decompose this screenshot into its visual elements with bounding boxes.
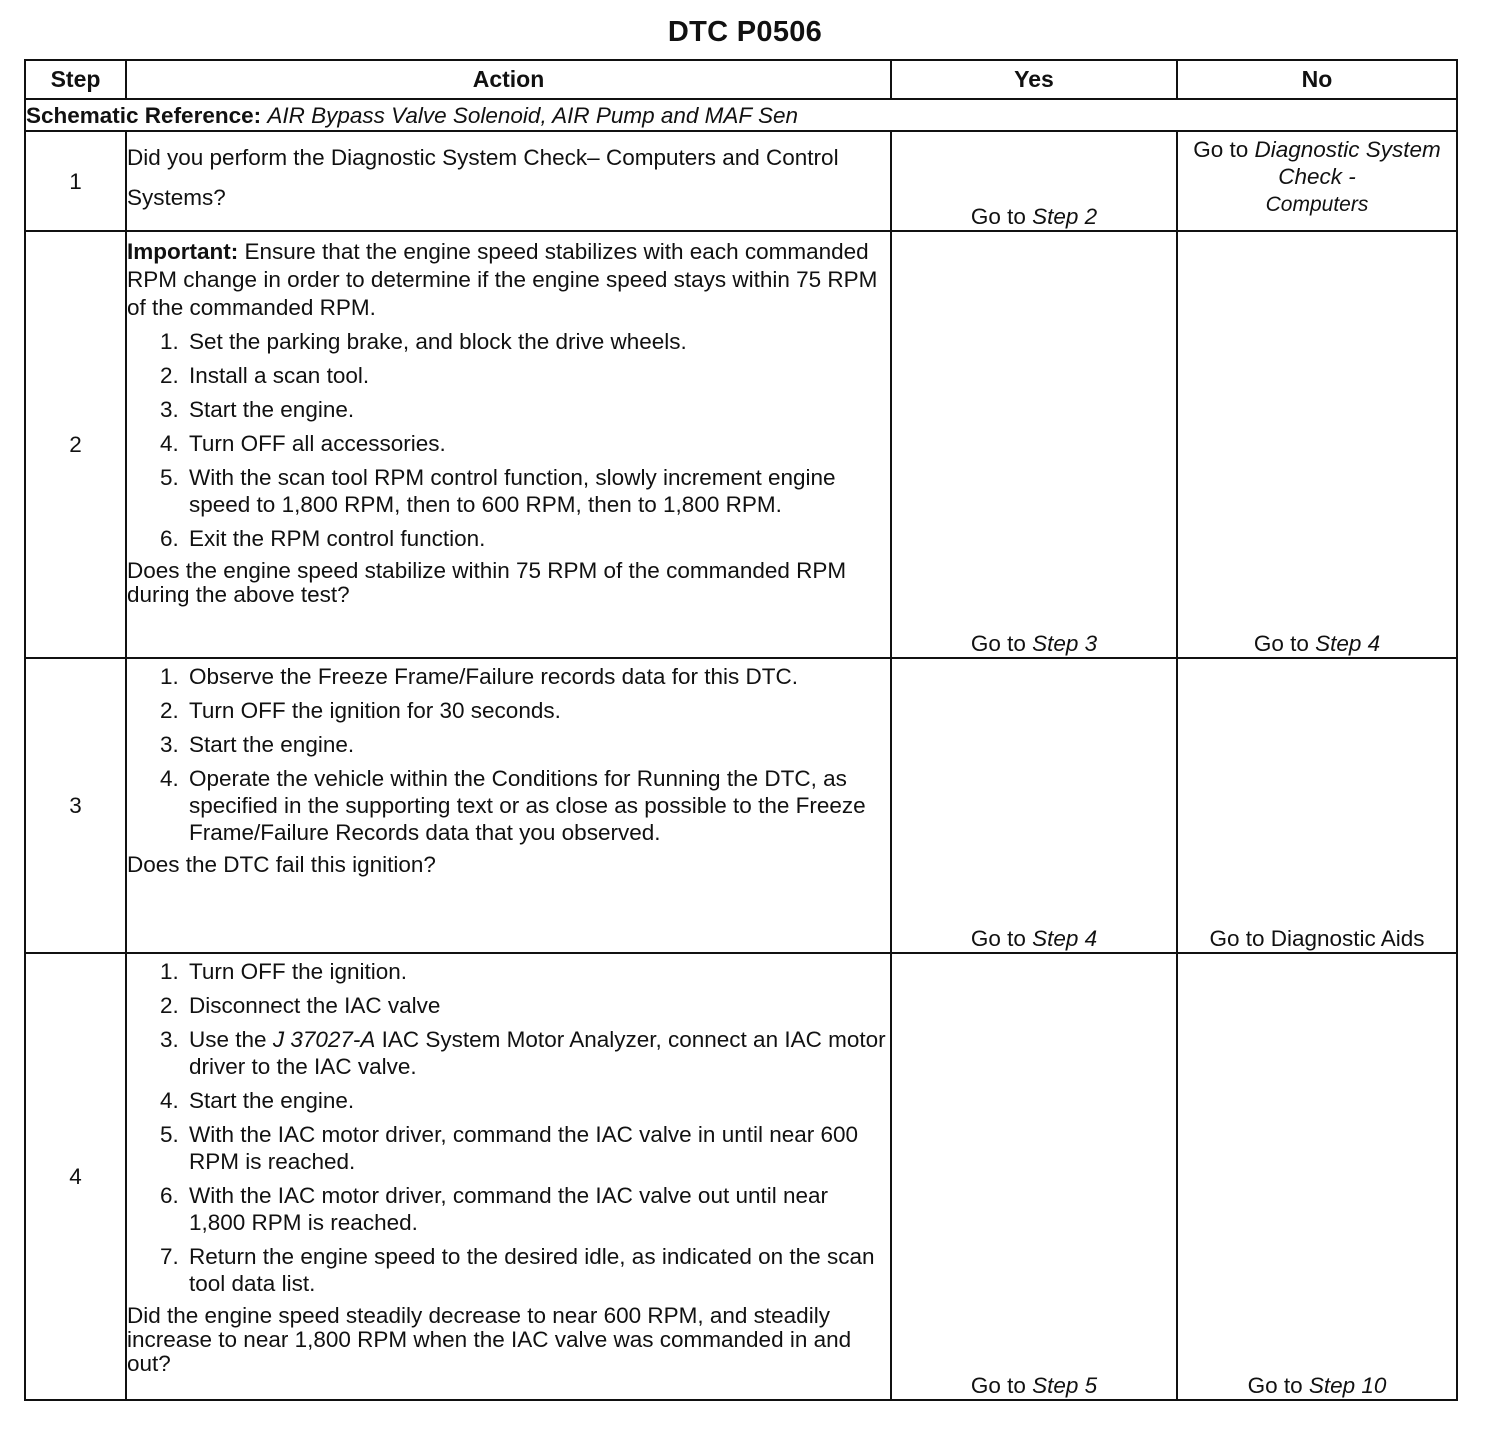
yes-link[interactable]: Step 5 [1032, 1373, 1098, 1398]
list-item [185, 1026, 890, 1080]
list-item: 1. Set the parking brake, and block the drive wheels. [185, 328, 890, 355]
list-item: 4. Turn OFF all accessories. [185, 430, 890, 457]
important-note [127, 238, 890, 322]
table-row [25, 953, 1457, 1400]
table-row [25, 131, 1457, 231]
action-cell [126, 131, 891, 231]
no-link-continued[interactable]: Computers [1265, 193, 1369, 216]
list-item: 1. Turn OFF the ignition. [185, 958, 890, 985]
no-link[interactable]: Diagnostic System Check - [1254, 137, 1441, 189]
no-cell [1177, 658, 1457, 953]
yes-prefix: Go to [970, 926, 1026, 951]
list-item: 5. With the scan tool RPM control function, slowly increment engine speed to 1,800 RPM, then to 600 RPM, then to 1,800 RPM. [185, 464, 890, 518]
list-item: 3. Start the engine. [185, 731, 890, 758]
schematic-row [25, 99, 1457, 131]
yes-prefix: Go to [970, 631, 1026, 656]
instruction-list [127, 328, 890, 552]
action-cell [126, 231, 891, 658]
list-item-text: Use the [189, 1027, 267, 1052]
yes-link[interactable]: Step 3 [1032, 631, 1098, 656]
header-yes: Yes [891, 60, 1177, 99]
list-item: 2. Turn OFF the ignition for 30 seconds. [185, 697, 890, 724]
no-cell [1177, 231, 1457, 658]
list-item: 2. Disconnect the IAC valve [185, 992, 890, 1019]
no-prefix: Go to [1193, 137, 1249, 162]
list-item: 4. Operate the vehicle within the Conditions for Running the DTC, as specified in the supporting text or as close as possible to the Freeze Frame/Failure Records data that you observed. [185, 765, 890, 846]
no-link[interactable]: Step 4 [1315, 631, 1381, 656]
no-cell [1177, 953, 1457, 1400]
important-text: Ensure that the engine speed stabilizes with each commanded RPM change in order to determine if the engine speed stays within 75 RPM of the commanded RPM. [127, 239, 878, 320]
step-question: Did you perform the Diagnostic System Check– Computers and Control Systems? [127, 145, 839, 210]
step-question: Does the engine speed stabilize within 75 RPM of the commanded RPM during the above test? [127, 558, 847, 607]
step-number: 4 [25, 953, 126, 1400]
schematic-reference [25, 99, 1457, 131]
header-row [25, 60, 1457, 99]
instruction-list [127, 663, 890, 846]
no-prefix: Go to [1253, 631, 1309, 656]
step-number: 2 [25, 231, 126, 658]
yes-prefix: Go to [970, 1373, 1026, 1398]
yes-cell [891, 231, 1177, 658]
page-title: DTC P0506 [667, 16, 823, 48]
yes-link[interactable]: Step 4 [1032, 926, 1098, 951]
instruction-list [127, 958, 890, 1297]
list-item: 1. Observe the Freeze Frame/Failure records data for this DTC. [185, 663, 890, 690]
no-cell [1177, 131, 1457, 231]
action-cell [126, 658, 891, 953]
table-row [25, 658, 1457, 953]
diagnostic-table [24, 59, 1458, 1401]
schematic-value: AIR Bypass Valve Solenoid, AIR Pump and MAF Sen [267, 102, 799, 128]
header-step: Step [25, 60, 126, 99]
yes-cell [891, 131, 1177, 231]
list-item: 5. With the IAC motor driver, command the IAC valve in until near 600 RPM is reached. [185, 1121, 890, 1175]
important-label: Important: [127, 239, 239, 264]
list-item: 7. Return the engine speed to the desired idle, as indicated on the scan tool data list. [185, 1243, 890, 1297]
header-no: No [1177, 60, 1457, 99]
no-prefix: Go to [1247, 1373, 1303, 1398]
list-item: 3. Start the engine. [185, 396, 890, 423]
yes-cell [891, 953, 1177, 1400]
list-item-text: IAC System Motor Analyzer, connect an IAC motor driver to the IAC valve. [189, 1027, 886, 1079]
list-item: 6. With the IAC motor driver, command the IAC valve out until near 1,800 RPM is reached. [185, 1182, 890, 1236]
step-number: 1 [25, 131, 126, 231]
yes-cell [891, 658, 1177, 953]
step-number: 3 [25, 658, 126, 953]
list-item: 2. Install a scan tool. [185, 362, 890, 389]
action-cell [126, 953, 891, 1400]
tool-reference: J 37027-A [272, 1027, 376, 1052]
step-question: Did the engine speed steadily decrease to near 600 RPM, and steadily increase to near 1,800 RPM when the IAC valve was commanded in and out? [127, 1303, 852, 1376]
no-link[interactable]: Go to Diagnostic Aids [1209, 926, 1425, 951]
list-item: 4. Start the engine. [185, 1087, 890, 1114]
no-link[interactable]: Step 10 [1308, 1373, 1387, 1398]
step-question: Does the DTC fail this ignition? [127, 852, 436, 877]
yes-prefix: Go to [970, 204, 1026, 229]
yes-link[interactable]: Step 2 [1032, 204, 1098, 229]
header-action: Action [126, 60, 891, 99]
list-item: 6. Exit the RPM control function. [185, 525, 890, 552]
table-row [25, 231, 1457, 658]
schematic-label: Schematic Reference: [26, 102, 262, 128]
